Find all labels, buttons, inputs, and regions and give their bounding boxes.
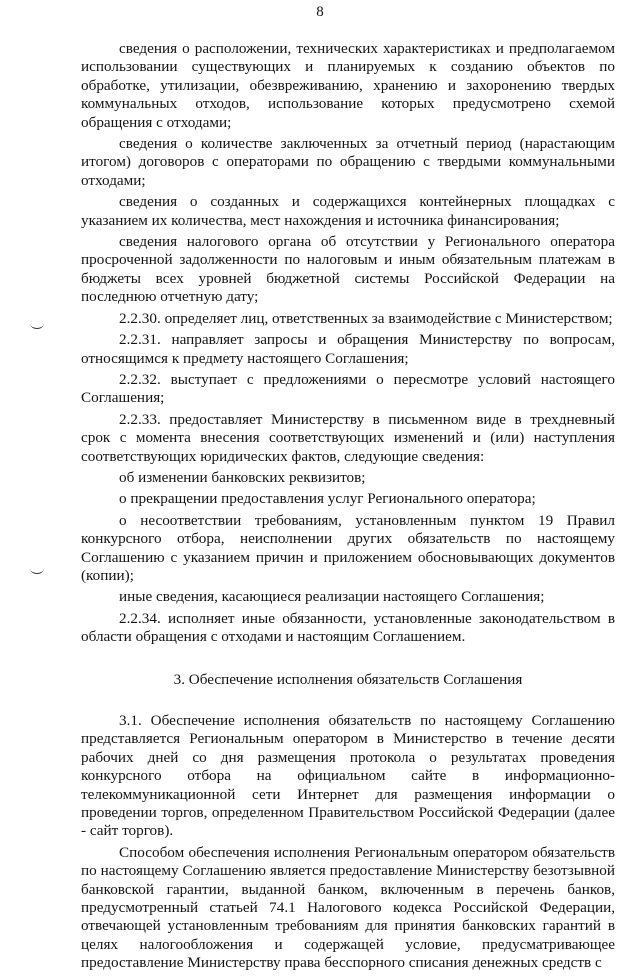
- paragraph: 3.1. Обеспечение исполнения обязательств по настоящему Соглашению представляется Региональным оператором в Министерство в течение десяти рабочих дней со дня размещения протокола о результатах проведения конкурсного отбора на официальном сайте в информационно-телекоммуникационной сети Интернет для размещения информации о проведении торгов, определенном Правительством Российской Федерации (далее - сайт торгов).: [81, 712, 615, 840]
- paragraph: о несоответствии требованиям, установленным пунктом 19 Правил конкурсного отбора, неисполнении других обязательств по настоящему Соглашению с указанием причин и приложением обосновывающих документов (копии);: [81, 511, 615, 584]
- paragraph: о прекращении предоставления услуг Регионального оператора;: [119, 490, 536, 508]
- paragraph: сведения о расположении, технических характеристиках и предполагаемом использовании существующих и планируемых к созданию объектов по обработке, утилизации, обезвреживанию, хранению и захоронению твердых коммунальных отходов, использование которых предусмотрено схемой обращения с отходами;: [81, 40, 615, 131]
- paragraph: 2.2.32. выступает с предложениями о пересмотре условий настоящего Соглашения;: [81, 370, 615, 407]
- scan-mark: [30, 318, 44, 329]
- paragraph: сведения налогового органа об отсутствии у Регионального оператора просроченной задолженности по налоговым и иным обязательным платежам в бюджеты всех уровней бюджетной системы Российской Федерации на последнюю отчетную дату;: [81, 233, 615, 306]
- document-body: [81, 40, 615, 976]
- paragraph: 2.2.33. предоставляет Министерству в письменном виде в трехдневный срок с момента внесения соответствующих изменений и (или) наступления соответствующих юридических фактов, следующие сведения:: [81, 410, 615, 465]
- paragraph: об изменении банковских реквизитов;: [119, 468, 366, 486]
- paragraph: сведения о созданных и содержащихся контейнерных площадках с указанием их количества, мест нахождения и источника финансирования;: [81, 193, 615, 229]
- paragraph: Способом обеспечения исполнения Региональным оператором обязательств по настоящему Соглашению является предоставление Министерству безотзывной банковской гарантии, выданной банком, включенным в перечень банков, предусмотренный статьей 74.1 Налогового кодекса Российской Федерации, отвечающей установленным требованиям для принятия банковских гарантий в целях налогообложения и содержащей условие, предусматривающее предоставление Министерству права бесспорного списания денежных средств с: [81, 843, 615, 972]
- page-number: 8: [316, 4, 324, 20]
- section-heading: 3. Обеспечение исполнения обязательств Соглашения: [173, 670, 523, 688]
- paragraph: сведения о количестве заключенных за отчетный период (нарастающим итогом) договоров с операторами по обращению с твердыми коммунальными отходами;: [81, 135, 615, 189]
- scan-mark: [30, 563, 44, 574]
- paragraph: 2.2.30. определяет лиц, ответственных за взаимодействие с Министерством;: [119, 309, 613, 327]
- paragraph: 2.2.34. исполняет иные обязанности, установленные законодательством в области обращения с отходами и настоящим Соглашением.: [81, 609, 615, 646]
- paragraph: иные сведения, касающиеся реализации настоящего Соглашения;: [119, 588, 545, 606]
- paragraph: 2.2.31. направляет запросы и обращения Министерству по вопросам, относящимся к предмету настоящего Соглашения;: [81, 331, 615, 367]
